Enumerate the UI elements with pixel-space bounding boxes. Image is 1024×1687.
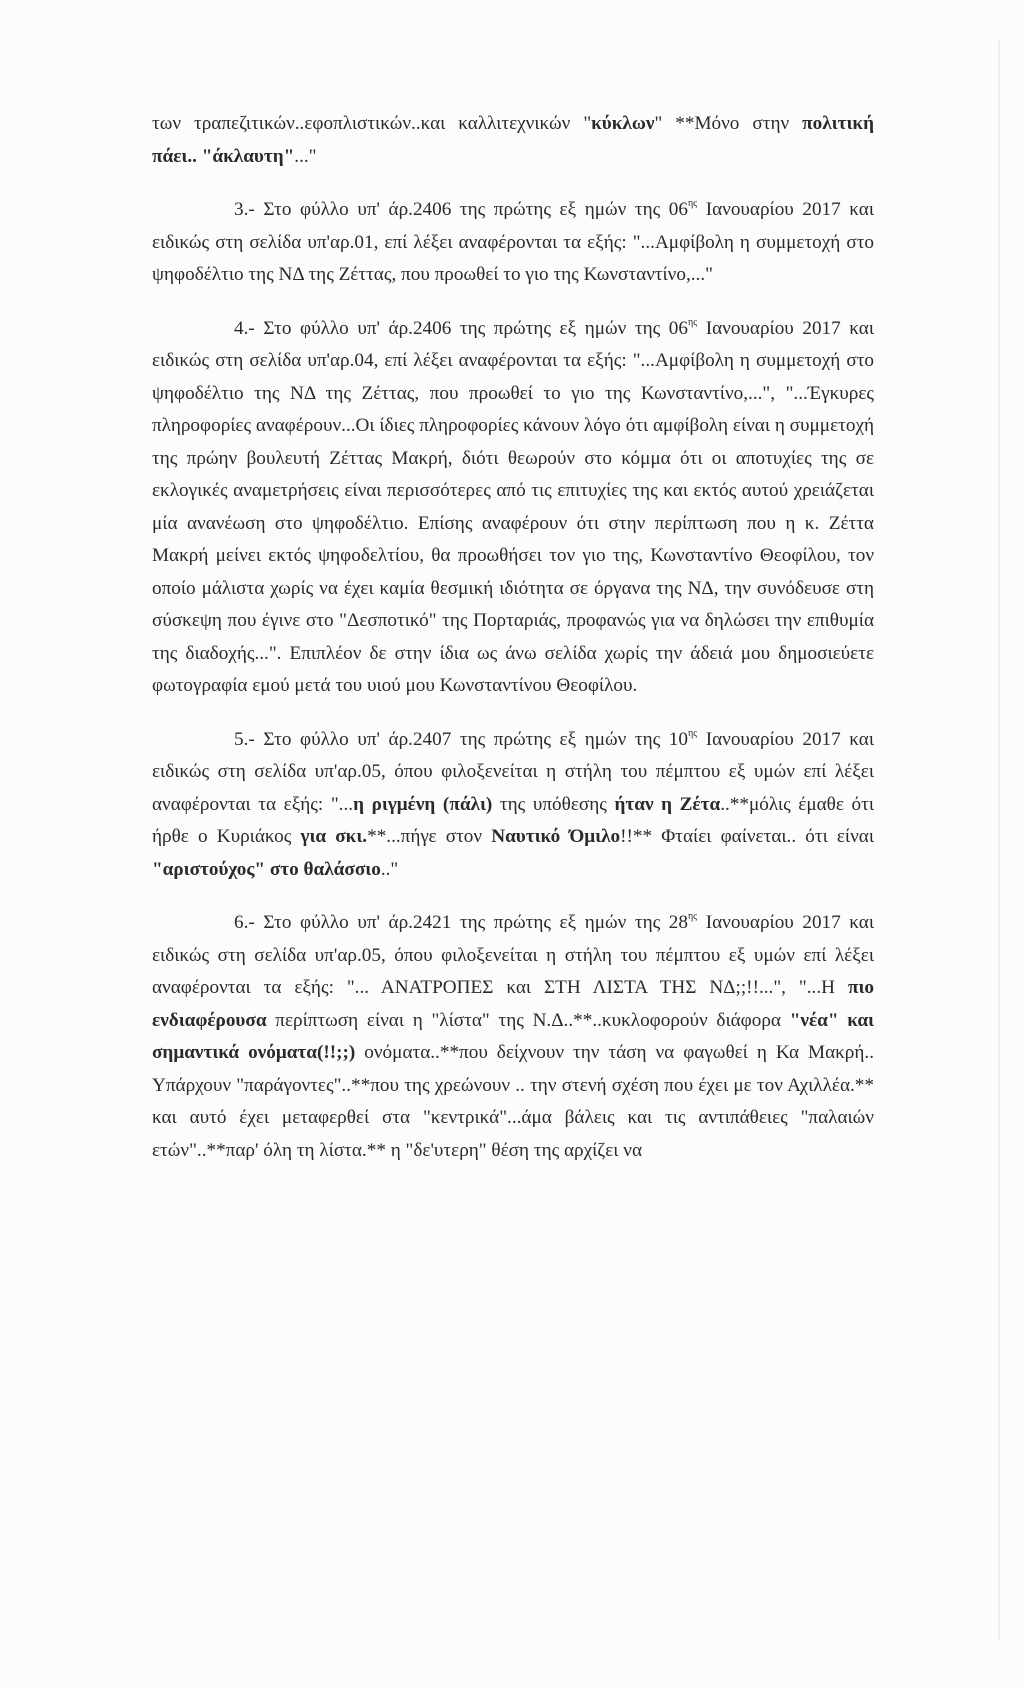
paragraph-item-3: 3.- Στο φύλλο υπ' άρ.2406 της πρώτης εξ ημών της $06^{\eta\varsigma}$ Ιανουαρίου 2017 και ειδικώς στη σελίδα υπ'αρ.01, επί λέξει αναφέρονται τα εξής: "...Αμφίβολη η συμμετοχή στο ψηφοδέλτιο της ΝΔ της Ζέττας, που προωθεί το γιο της Κωνσταντίνο,..." <box>152 198 874 285</box>
paragraph-item-4: 4.- Στο φύλλο υπ' άρ.2406 της πρώτης εξ ημών της $06^{\eta\varsigma}$ Ιανουαρίου 2017 και ειδικώς στη σελίδα υπ'αρ.04, επί λέξει αναφέρονται τα εξής: "...Αμφίβολη η συμμετοχή στο ψηφοδέλτιο της ΝΔ της Ζέττας, που προωθεί το γιο της Κωνσταντίνο,...", "...Έγκυρες πληροφορίες αναφέρουν...Οι ίδιες πληροφορίες κάνουν λόγο ότι αμφίβολη είναι η συμμετοχή της πρώην βουλευτή Ζέττας Μακρή, διότι θεωρούν στο κόμμα ότι οι αποτυχίες της σε εκλογικές αναμετρήσεις είναι περισσότερες από τις επιτυχίες της και εκτός αυτού χρειάζεται μία ανανέωση στο ψηφοδέλτιο. Επίσης αναφέρουν ότι στην περίπτωση που η κ. Ζέττα Μακρή μείνει εκτός ψηφοδελτίου, θα προωθήσει τον γιο της, Κωνσταντίνο Θεοφίλου, τον οποίο μάλιστα χωρίς να έχει καμία θεσμική ιδιότητα σε όργανα της ΝΔ, την συνόδευσε στη σύσκεψη που έγινε στο "Δεσποτικό" της Πορταριάς, προφανώς για να δηλώσει την επιθυμία της διαδοχής...". Επιπλέον δε στην ίδια ως άνω σελίδα χωρίς την άδειά μου δημοσιεύετε φωτογραφία εμού μετά του υιού μου Κωνσταντίνου Θεοφίλου. <box>152 316 874 696</box>
scan-artifact <box>998 40 1000 1640</box>
paragraph-continuation: των τραπεζιτικών..εφοπλιστικών..και καλλιτεχνικών "κύκλων" **Μόνο στην πολιτική πάει.. "άκλαυτη"..." <box>152 113 874 167</box>
document-body <box>152 108 874 1167</box>
paragraph-item-5: 5.- Στο φύλλο υπ' άρ.2407 της πρώτης εξ ημών της $10^{\eta\varsigma}$ Ιανουαρίου 2017 και ειδικώς στη σελίδα υπ'αρ.05, όπου φιλοξενείται η στήλη του πέμπτου εξ υμών επί λέξει αναφέρονται τα εξής: "...η ριγμένη (πάλι) της υπόθεσης ήταν η Ζέτα..**μόλις έμαθε ότι ήρθε ο Κυριάκος για σκι.**...πήγε στον Ναυτικό Όμιλο!!** Φταίει φαίνεται.. ότι είναι "αριστούχος" στο θαλάσσιο.." <box>152 727 875 880</box>
paragraph-item-6: 6.- Στο φύλλο υπ' άρ.2421 της πρώτης εξ ημών της $28^{\eta\varsigma}$ Ιανουαρίου 2017 και ειδικώς στη σελίδα υπ'αρ.05, όπου φιλοξενείται η στήλη του πέμπτου εξ υμών επί λέξει αναφέρονται τα εξής: "... ΑΝΑΤΡΟΠΕΣ και ΣΤΗ ΛΙΣΤΑ ΤΗΣ ΝΔ;;!!...", "...Η πιο ενδιαφέρουσα περίπτωση είναι η "λίστα" της Ν.Δ..**..κυκλοφορούν διάφορα "νέα" και σημαντικά ονόματα(!!;;) ονόματα..**που δείχνουν την τάση να φαγωθεί η Κα Μακρή.. Υπάρχουν "παράγοντες"..**που της χρεώνουν .. την στενή σχέση που έχει με τον Αχιλλέα.** και αυτό έχει μεταφερθεί στα "κεντρικά"...άμα βάλεις και τις αντιπάθειες "παλαιών ετών"..**παρ' όλη τη λίστα.** η "δε'υτερη" θέση της αρχίζει να <box>152 911 874 1161</box>
